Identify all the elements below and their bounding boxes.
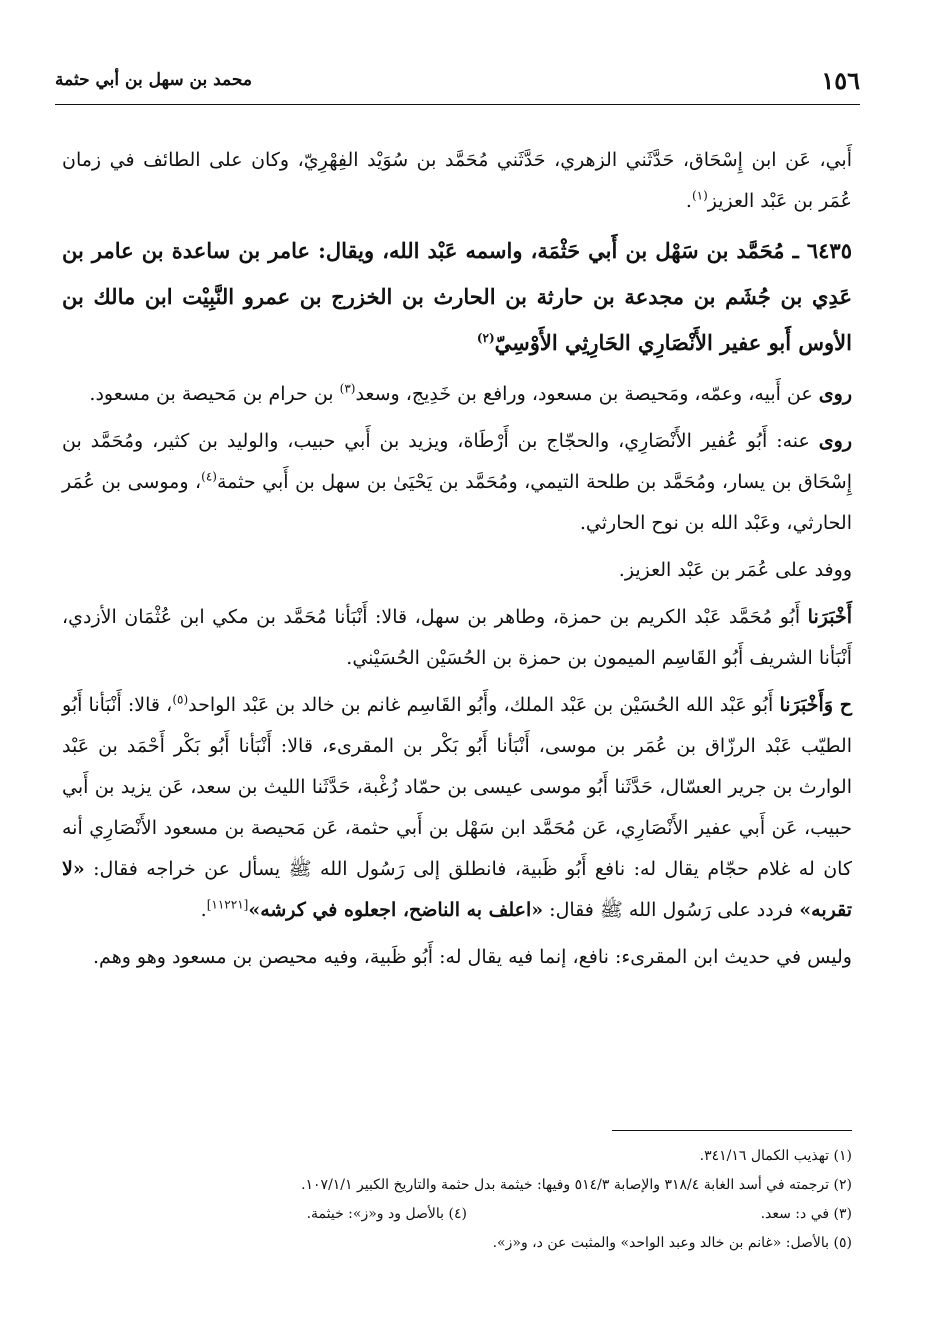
footnote-4: (٤) بالأصل ود و«ز»: خيثمة. bbox=[306, 1206, 467, 1222]
isnad-text-2: ، قالا: أَنْبَأنا أَبُو الطيّب عَبْد الرزّاق بن عُمَر بن موسى، أَنْبَأنا أَبُو بَكْر بن المقرىء، قالا: أَنْبَأنا أَبُو بَكْر أَحْمَد بن عَبْد الوارث بن جرير العسّال، حَدَّثَنا أَبُو موسى عيسى بن حمّاد زُغْبة، حَدَّثَنا الليث بن سعد، عَن يزيد بن أَبي حبيب، عَن أَبي عفير الأَنْصَارِي، عَن مُحَمَّد ابن سَهْل بن أَبي حثمة، عَن مَحيصة بن مسعود الأَنْصَارِي أنه كان له غلام حجّام يقال له: نافع أَبُو ظَبية، فانطلق إلى رَسُول الله ﷺ يسأل عن خراجه فقال: bbox=[62, 694, 852, 880]
rawa-anhu-text: عنه: أَبُو عُفير الأَنْصَارِي، والحجّاج بن أَرْطَاة، ويزيد بن أَبي حبيب، والوليد بن كثير، ومُحَمَّد بن إِسْحَاق بن يسار، ومُحَمَّد بن طلحة التيمي، ومُحَمَّد بن يَحْيَىٰ بن سهل بن أَبي حثمة bbox=[62, 430, 852, 493]
hadith-quote-2: «اعلف به الناضح، اجعلوه في كرشه» bbox=[248, 899, 544, 921]
rawa-anhu-end: ، وموسى بن عُمَر الحارثي، وعَبْد الله بن نوح الحارثي. bbox=[62, 471, 852, 534]
main-text bbox=[62, 140, 852, 984]
akhbarana-lead: أَخْبَرَنا bbox=[807, 606, 852, 628]
footnote-ref-4: (٤) bbox=[201, 469, 217, 484]
isnad-text-1: أَبُو عَبْد الله الحُسَيْن بن عَبْد الملك، وأَبُو القَاسِم غانم بن خالد بن عَبْد الواحد bbox=[188, 694, 780, 716]
isnad-text-3: فردد على رَسُول الله ﷺ فقال: bbox=[543, 899, 800, 921]
intro-text: أَبي، عَن ابن إِسْحَاق، حَدَّثَني الزهري، حَدَّثَني مُحَمَّد بن سُوَيْد الفِهْرِيّ، وكان على الطائف في زمان عُمَر بن عَبْد العزيز bbox=[62, 149, 852, 212]
wafada-text: ووفد على عُمَر بن عَبْد العزيز. bbox=[618, 559, 852, 581]
note-text: وليس في حديث ابن المقرىء: نافع، إنما فيه يقال له: أَبُو ظَبية، وفيه محيصن بن مسعود وهو وهم. bbox=[93, 946, 852, 968]
rawa-text: عن أَبيه، وعمّه، ومَحيصة بن مسعود، ورافع بن خَدِيج، وسعد bbox=[355, 383, 819, 405]
hadith-quote-1: «لا تقربه» bbox=[62, 858, 852, 921]
footnote-ref-2: (٢) bbox=[476, 331, 495, 345]
isnad-lead: ح وَأَخْبَرَنا bbox=[779, 694, 853, 716]
footnote-ref-5: (٥) bbox=[172, 692, 189, 707]
page-header bbox=[55, 66, 860, 100]
paragraph-wafada bbox=[62, 550, 852, 591]
paragraph-intro bbox=[62, 140, 852, 222]
footnote-2: (٢) ترجمته في أسد الغابة ٣١٨/٤ والإصابة ٥١٤/٣ وفيها: خيثمة بدل حثمة والتاريخ الكبير ١٠٧/١/١. bbox=[301, 1177, 852, 1193]
hadith-reference-number: [١١٢٢١] bbox=[206, 897, 249, 912]
footnote-3: (٣) في د: سعد. bbox=[760, 1206, 852, 1222]
paragraph-note bbox=[62, 937, 852, 978]
paragraph-akhbarana bbox=[62, 597, 852, 679]
footnote-5: (٥) بالأصل: «غانم بن خالد وعبد الواحد» والمثبت عن د، و«ز». bbox=[492, 1235, 852, 1251]
rawa-anhu-lead: روى bbox=[818, 430, 852, 452]
intro-end: . bbox=[685, 190, 692, 212]
footnotes bbox=[62, 1142, 852, 1258]
biography-entry-heading bbox=[62, 228, 852, 366]
page-number: ١٥٦ bbox=[821, 66, 860, 95]
entry-text: ٦٤٣٥ ـ مُحَمَّد بن سَهْل بن أَبي حَثْمَة، واسمه عَبْد الله، ويقال: عامر بن ساعدة بن عامر بن عَدِي بن جُشَم بن مجدعة بن حارثة بن الحارث بن الخزرج بن عمرو النَّبِيْت ابن مالك بن الأوس أَبو عفير الأَنْصَارِي الحَارِثِي الأَوْسِيّ bbox=[62, 238, 852, 355]
footnote-ref-3: (٣) bbox=[339, 381, 356, 396]
paragraph-narrated-by bbox=[62, 421, 852, 544]
paragraph-narrated-from bbox=[62, 374, 852, 415]
footnote-rule bbox=[612, 1130, 852, 1131]
footnote-ref-1: (١) bbox=[691, 188, 708, 203]
rawa-lead: روى bbox=[818, 383, 852, 405]
rawa-end: بن حرام بن مَحيصة بن مسعود. bbox=[89, 383, 340, 405]
header-rule bbox=[55, 104, 860, 105]
footnote-1: (١) تهذيب الكمال ٣٤١/١٦. bbox=[699, 1148, 852, 1164]
paragraph-isnad bbox=[62, 685, 852, 931]
akhbarana-text: أَبُو مُحَمَّد عَبْد الكريم بن حمزة، وطاهر بن سهل، قالا: أَنْبَأنا مُحَمَّد بن مكي ابن عُثْمَان الأزدي، أَنْبَأنا الشريف أَبُو القَاسِم الميمون بن حمزة بن الحُسَيْن الحُسَيْني. bbox=[62, 606, 852, 669]
running-title: محمد بن سهل بن أبي حثمة bbox=[55, 70, 252, 90]
isnad-end: . bbox=[200, 899, 207, 921]
footnote-row-3-4 bbox=[62, 1200, 852, 1229]
